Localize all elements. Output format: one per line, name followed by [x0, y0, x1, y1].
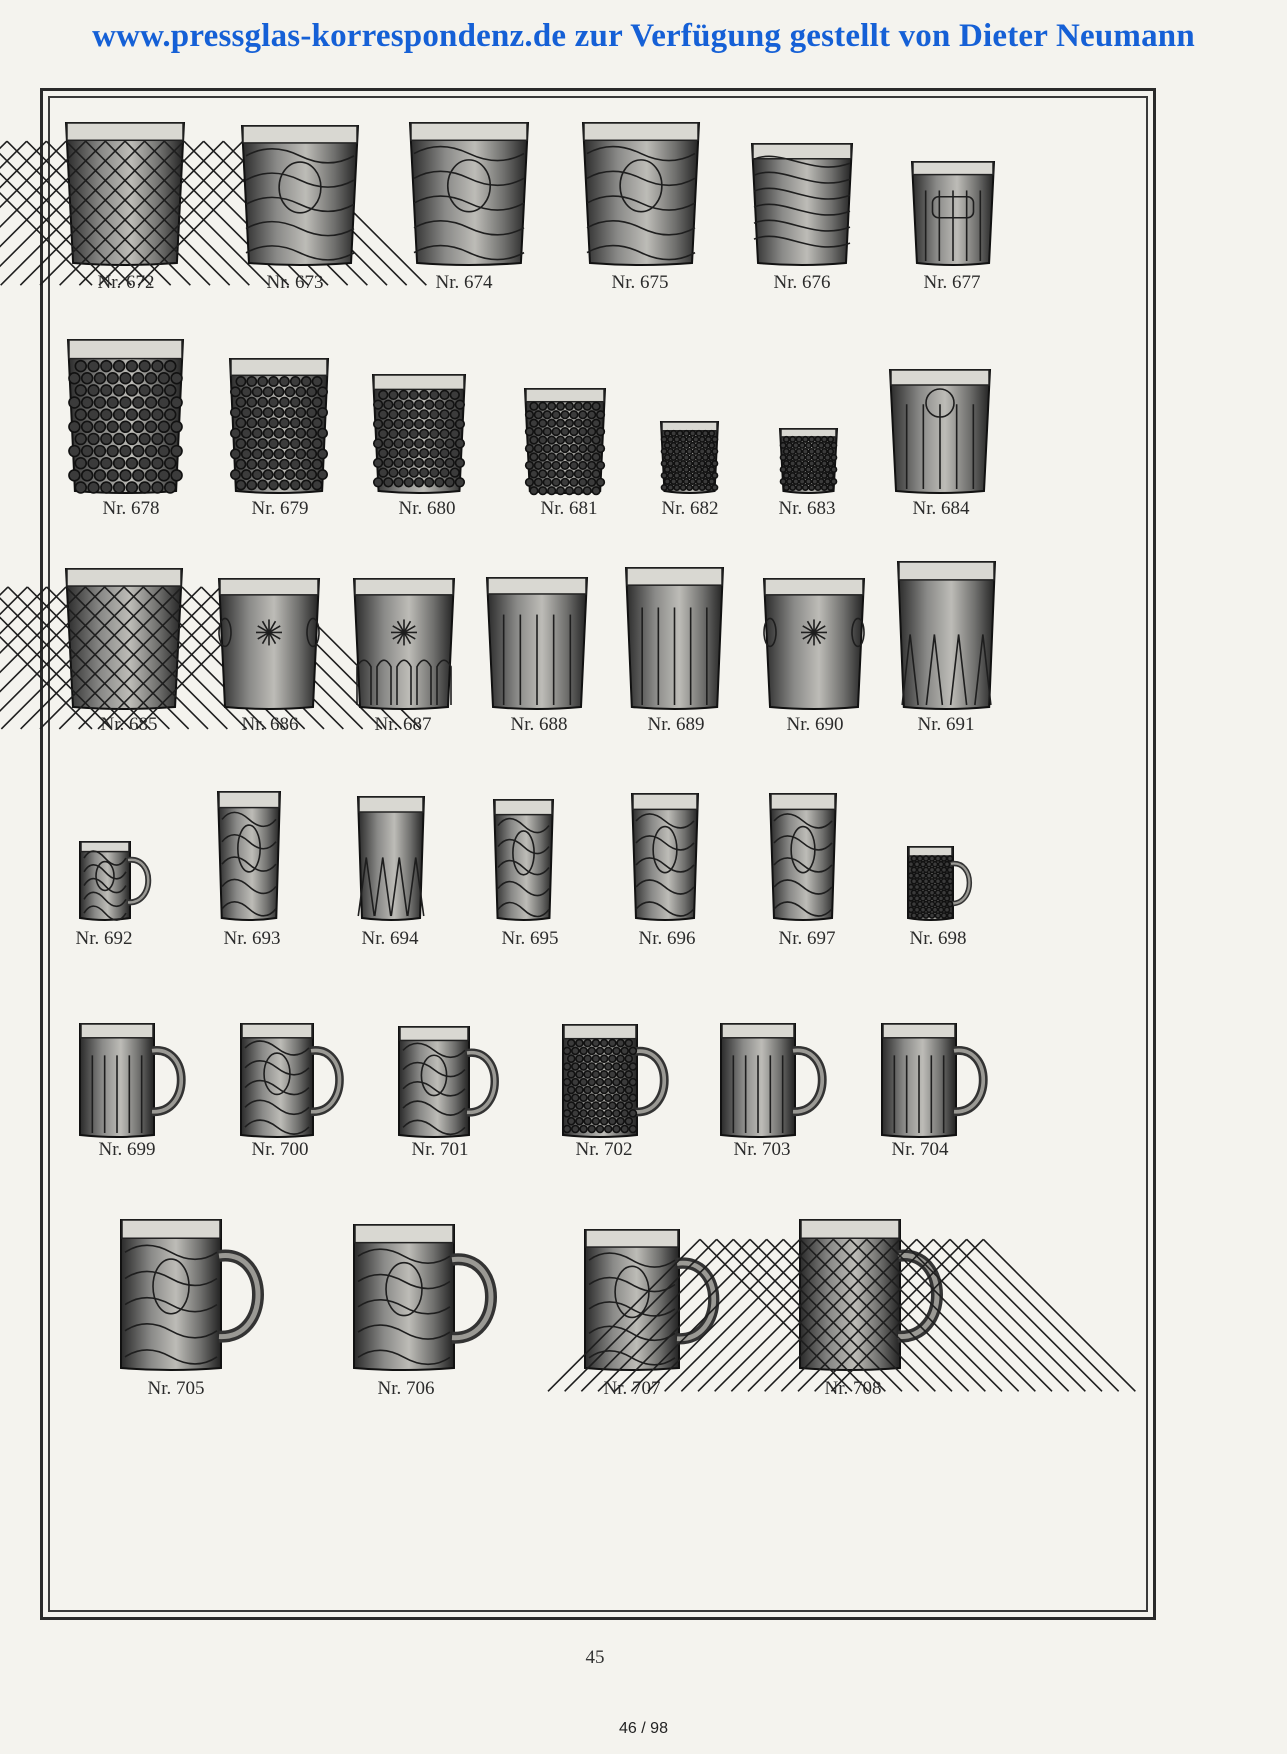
page-counter: 46 / 98 [619, 1720, 668, 1737]
glass-tumbler-illustration [898, 560, 995, 709]
item-number-label: Nr. 678 [102, 498, 160, 519]
glass-tumbler-illustration [230, 357, 328, 493]
site-header: www.pressglas-korrespondenz.de zur Verfügung gestellt von Dieter Neumann [92, 18, 1195, 54]
glass-tumbler-illustration [373, 373, 465, 493]
item-number-label: Nr. 701 [411, 1139, 469, 1160]
catalog-item [80, 840, 130, 920]
catalog-item [585, 1228, 679, 1370]
catalog-item [410, 121, 528, 265]
catalog-item [780, 427, 837, 493]
glass-tumbler-illustration [764, 577, 864, 709]
item-number-label: Nr. 677 [923, 272, 981, 293]
glass-tumbler-illustration [912, 160, 994, 265]
item-number-label: Nr. 680 [398, 498, 456, 519]
glass-tumbler-illustration [410, 121, 528, 265]
glass-tumbler-illustration [770, 792, 836, 920]
item-number-label: Nr. 702 [575, 1139, 633, 1160]
item-number-label: Nr. 689 [647, 714, 705, 735]
item-number-label: Nr. 674 [435, 272, 493, 293]
glass-tumbler-illustration [583, 121, 699, 265]
item-number-label: Nr. 703 [733, 1139, 791, 1160]
catalog-item [525, 387, 605, 493]
item-number-label: Nr. 688 [510, 714, 568, 735]
catalog-item [583, 121, 699, 265]
glass-mug-illustration [241, 1022, 349, 1137]
glass-tumbler-illustration [68, 338, 183, 493]
catalog-item [487, 576, 587, 709]
glass-mug-illustration [721, 1022, 832, 1137]
catalog-item [66, 121, 184, 265]
catalog-item [230, 357, 328, 493]
item-number-label: Nr. 700 [251, 1139, 309, 1160]
catalog-item [219, 577, 319, 709]
item-number-label: Nr. 673 [266, 272, 324, 293]
catalog-item [241, 1022, 313, 1137]
catalog-item [399, 1025, 469, 1137]
glass-mug-illustration [908, 845, 976, 920]
glass-mug-illustration [399, 1025, 504, 1137]
glass-tumbler-illustration [890, 368, 990, 493]
catalog-item [661, 420, 718, 493]
glass-tumbler-illustration [661, 420, 718, 493]
glass-tumbler-illustration [780, 427, 837, 493]
glass-tumbler-illustration [242, 124, 358, 265]
glass-tumbler-illustration [494, 798, 553, 920]
item-number-label: Nr. 694 [361, 928, 419, 949]
glass-tumbler-illustration [752, 142, 852, 265]
item-number-label: Nr. 697 [778, 928, 836, 949]
item-number-label: Nr. 679 [251, 498, 309, 519]
item-number-label: Nr. 684 [912, 498, 970, 519]
catalog-item [770, 792, 836, 920]
item-number-label: Nr. 690 [786, 714, 844, 735]
item-number-label: Nr. 705 [147, 1378, 205, 1399]
item-number-label: Nr. 682 [661, 498, 719, 519]
catalog-item [764, 577, 864, 709]
catalog-item [752, 142, 852, 265]
item-number-label: Nr. 707 [603, 1378, 661, 1399]
catalog-item [898, 560, 995, 709]
catalog-item [373, 373, 465, 493]
item-number-label: Nr. 681 [540, 498, 598, 519]
catalog-item [626, 566, 723, 709]
item-number-label: Nr. 693 [223, 928, 281, 949]
item-number-label: Nr. 687 [374, 714, 432, 735]
catalog-item [80, 1022, 154, 1137]
item-number-label: Nr. 708 [824, 1378, 882, 1399]
glass-mug-illustration [80, 840, 155, 920]
glass-tumbler-illustration [354, 577, 454, 709]
catalog-item [354, 577, 454, 709]
catalog-item [721, 1022, 795, 1137]
glass-tumbler-illustration [66, 121, 184, 265]
glass-tumbler-illustration [626, 566, 723, 709]
item-number-label: Nr. 675 [611, 272, 669, 293]
catalog-item [908, 845, 953, 920]
glass-mug-illustration [354, 1223, 504, 1370]
catalog-item [563, 1023, 637, 1137]
glass-mug-illustration [121, 1218, 271, 1370]
item-number-label: Nr. 683 [778, 498, 836, 519]
catalog-item [354, 1223, 454, 1370]
item-number-label: Nr. 696 [638, 928, 696, 949]
item-number-label: Nr. 704 [891, 1139, 949, 1160]
catalog-item [66, 567, 182, 709]
item-number-label: Nr. 695 [501, 928, 559, 949]
catalog-item [358, 795, 424, 920]
glass-mug-illustration [80, 1022, 191, 1137]
item-number-label: Nr. 676 [773, 272, 831, 293]
item-number-label: Nr. 691 [917, 714, 975, 735]
item-number-label: Nr. 686 [241, 714, 299, 735]
item-number-label: Nr. 706 [377, 1378, 435, 1399]
glass-tumbler-illustration [632, 792, 698, 920]
catalog-item [632, 792, 698, 920]
catalog-item [242, 124, 358, 265]
item-number-label: Nr. 672 [97, 272, 155, 293]
glass-mug-illustration [800, 1218, 950, 1370]
catalog-item [882, 1022, 956, 1137]
item-number-label: Nr. 699 [98, 1139, 156, 1160]
glass-tumbler-illustration [358, 795, 424, 920]
catalog-item [68, 338, 183, 493]
catalog-item [494, 798, 553, 920]
catalog-item [218, 790, 280, 920]
catalog-item [890, 368, 990, 493]
glass-mug-illustration [563, 1023, 674, 1137]
glass-tumbler-illustration [66, 567, 182, 709]
glass-tumbler-illustration [218, 790, 280, 920]
item-number-label: Nr. 698 [909, 928, 967, 949]
item-number-label: Nr. 685 [100, 714, 158, 735]
page-number: 45 [585, 1647, 605, 1668]
catalog-item [121, 1218, 221, 1370]
glass-tumbler-illustration [219, 577, 319, 709]
catalog-item [800, 1218, 900, 1370]
glass-tumbler-illustration [525, 387, 605, 493]
catalog-item [912, 160, 994, 265]
glass-tumbler-illustration [487, 576, 587, 709]
glass-mug-illustration [882, 1022, 993, 1137]
item-number-label: Nr. 692 [75, 928, 133, 949]
